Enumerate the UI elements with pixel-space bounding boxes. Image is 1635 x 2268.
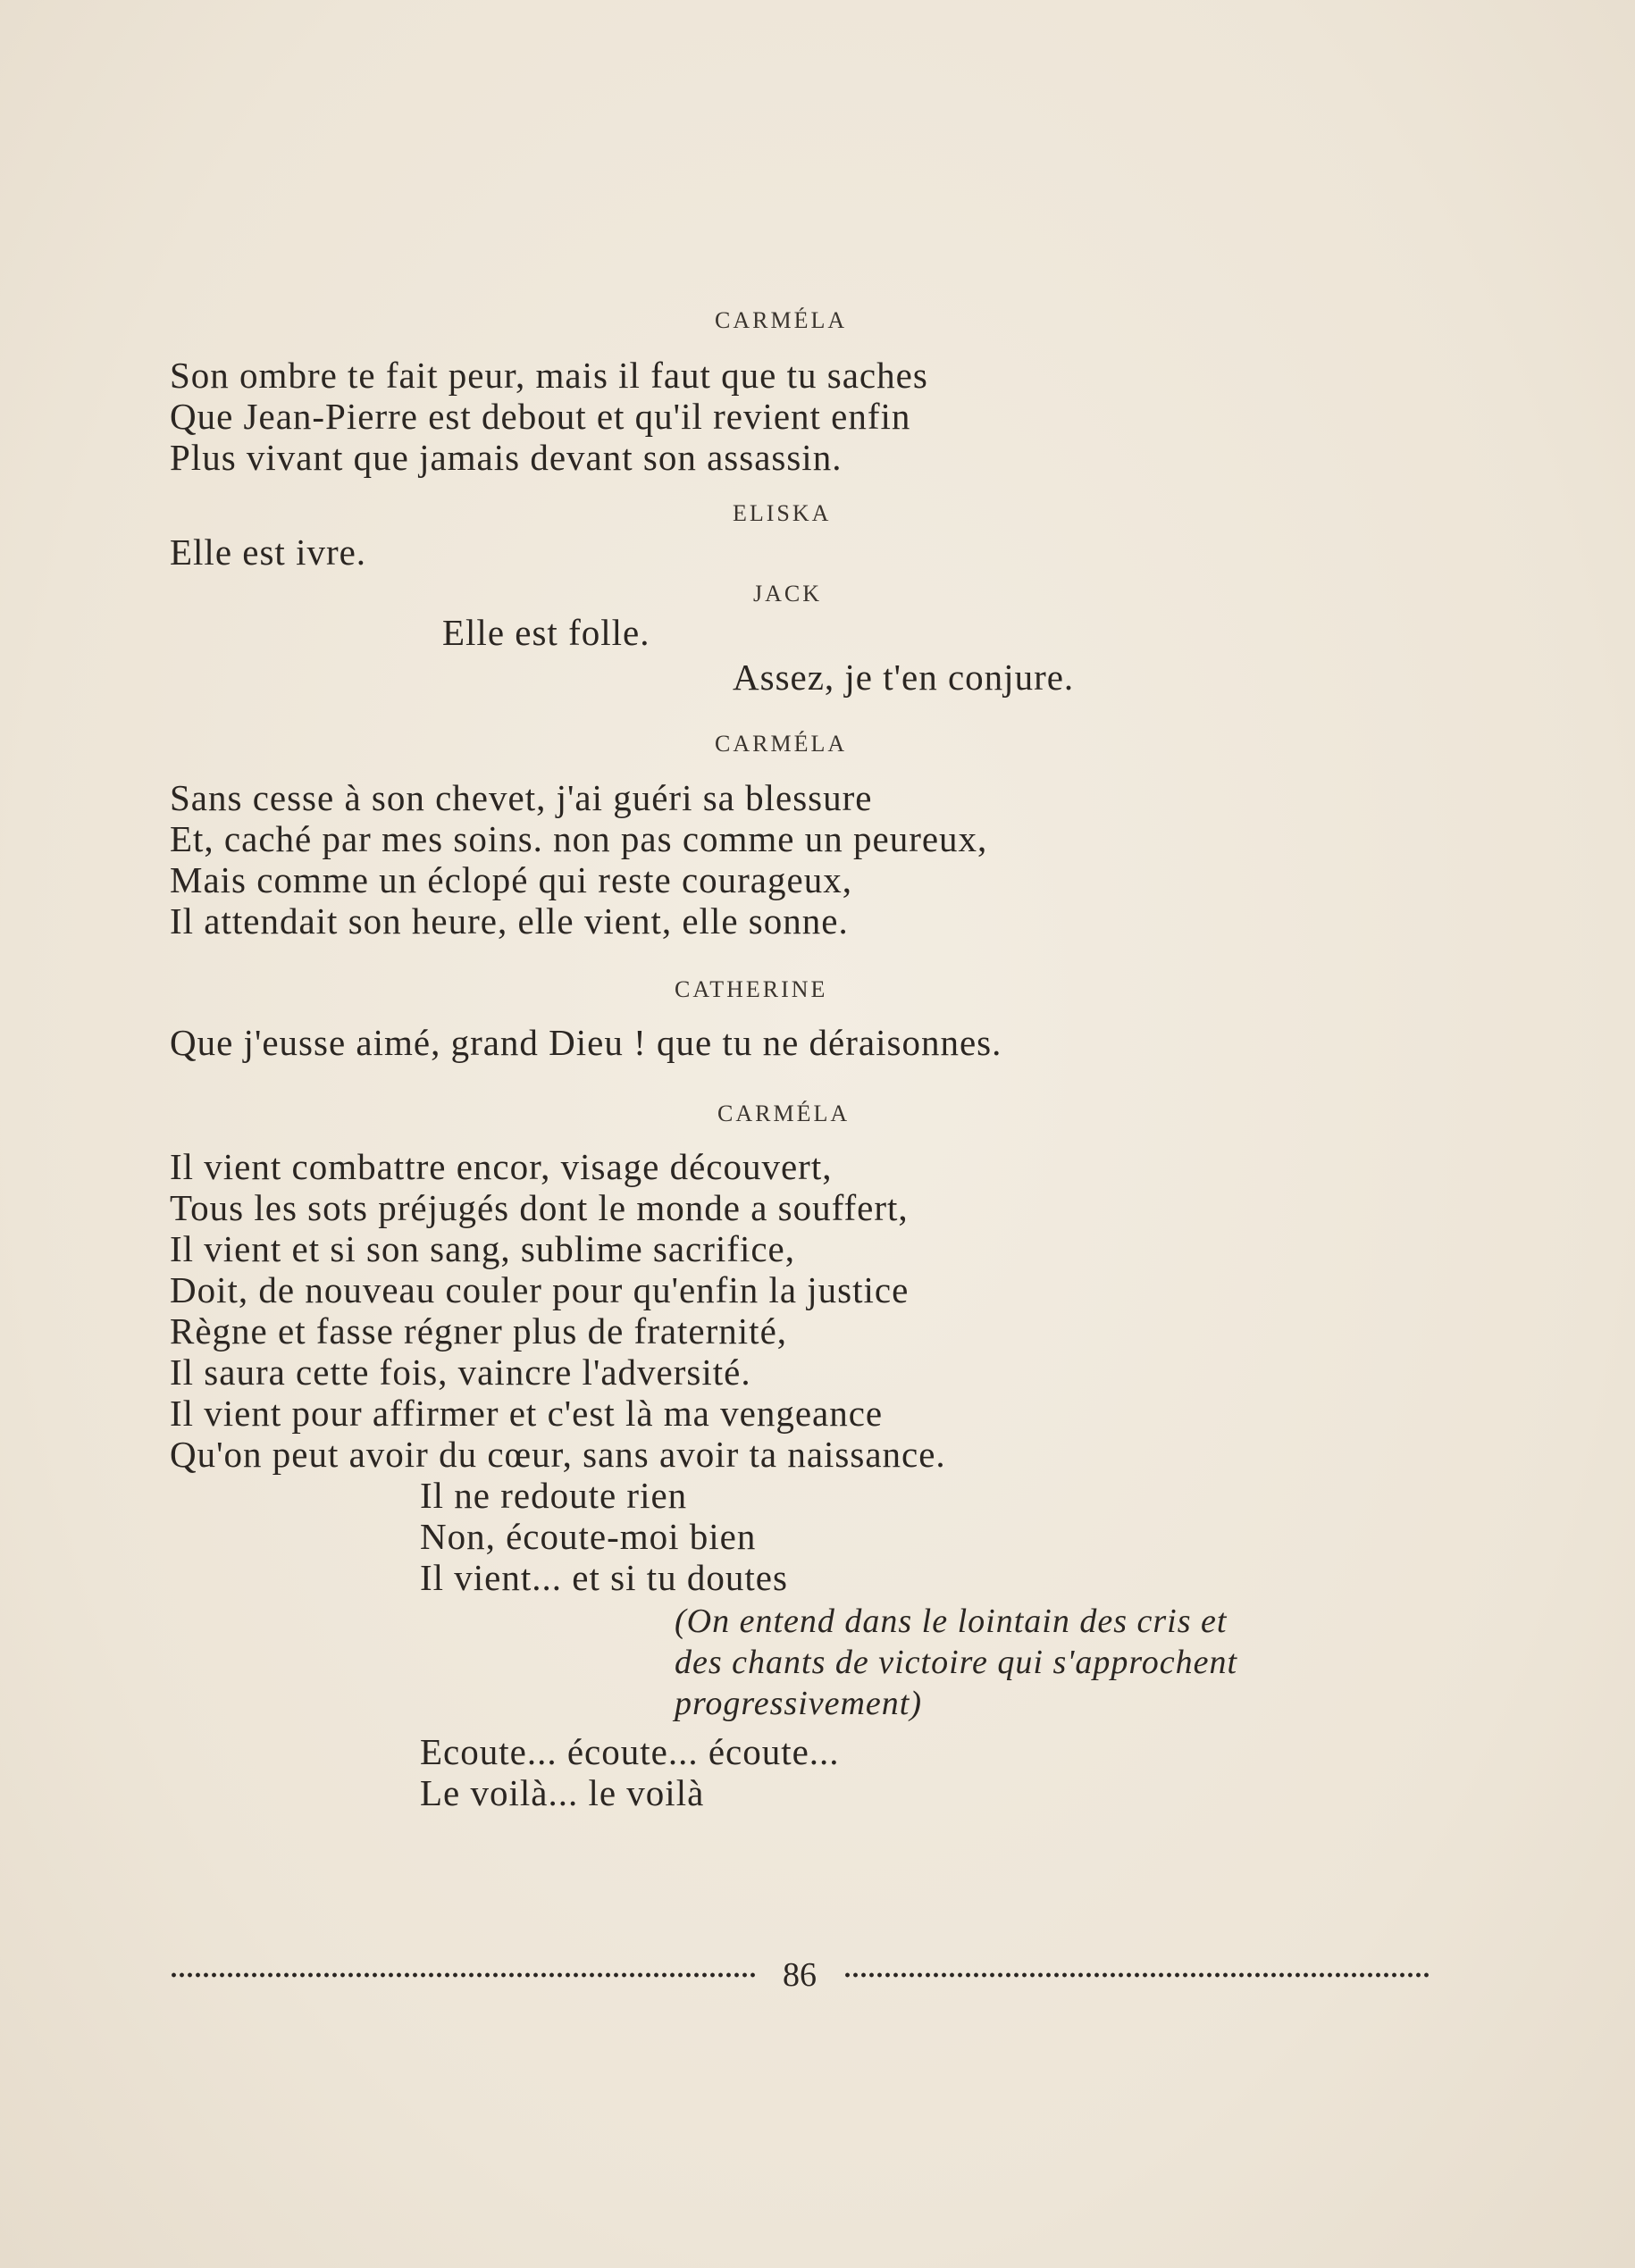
verse-line: Il vient combattre encor, visage découvert, [170, 1146, 833, 1187]
verse-line: Qu'on peut avoir du cœur, sans avoir ta naissance. [170, 1434, 946, 1475]
verse-line: Plus vivant que jamais devant son assassin. [170, 437, 843, 478]
speaker-name: CARMÉLA [715, 307, 848, 333]
verse-line: Et, caché par mes soins. non pas comme un peureux, [170, 818, 988, 859]
verse-line: Assez, je t'en conjure. [733, 657, 1075, 698]
stage-direction-line: (On entend dans le lointain des cris et [675, 1603, 1228, 1640]
verse-line: Elle est folle. [442, 612, 650, 653]
stage-direction-line: des chants de victoire qui s'approchent [675, 1644, 1238, 1681]
verse-line: Il saura cette fois, vaincre l'adversité. [170, 1352, 751, 1393]
stage-direction-line: progressivement) [675, 1685, 923, 1722]
speaker-name: CARMÉLA [715, 731, 848, 757]
verse-line: Le voilà... le voilà [420, 1772, 705, 1813]
verse-line: Elle est ivre. [170, 531, 367, 573]
verse-line: Il vient... et si tu doutes [420, 1557, 788, 1598]
verse-line: Son ombre te fait peur, mais il faut que tu saches [170, 355, 928, 396]
verse-line: Il ne redoute rien [420, 1475, 688, 1516]
verse-line: Sans cesse à son chevet, j'ai guéri sa blessure [170, 777, 873, 818]
verse-line: Il vient pour affirmer et c'est là ma vengeance [170, 1393, 884, 1434]
speaker-name: CARMÉLA [717, 1101, 851, 1126]
verse-line: Doit, de nouveau couler pour qu'enfin la justice [170, 1269, 910, 1310]
verse-line: Tous les sots préjugés dont le monde a souffert, [170, 1187, 909, 1228]
dotted-rule-right [843, 1971, 1430, 1979]
verse-line: Que j'eusse aimé, grand Dieu ! que tu ne déraisonnes. [170, 1022, 1002, 1063]
page-number: 86 [783, 1956, 817, 1994]
verse-line: Que Jean-Pierre est debout et qu'il revient enfin [170, 396, 911, 437]
verse-line: Mais comme un éclopé qui reste courageux, [170, 859, 852, 900]
speaker-name: CATHERINE [675, 976, 828, 1002]
page-footer [170, 1958, 1430, 1992]
verse-line: Non, écoute-moi bien [420, 1516, 757, 1557]
verse-line: Il vient et si son sang, sublime sacrifice, [170, 1228, 795, 1269]
verse-line: Il attendait son heure, elle vient, elle sonne. [170, 900, 849, 942]
dotted-rule-left [170, 1971, 756, 1979]
verse-line: Ecoute... écoute... écoute... [420, 1731, 840, 1772]
verse-line: Règne et fasse régner plus de fraternité, [170, 1310, 788, 1352]
speaker-name: JACK [753, 581, 823, 607]
speaker-name: ELISKA [733, 500, 832, 526]
